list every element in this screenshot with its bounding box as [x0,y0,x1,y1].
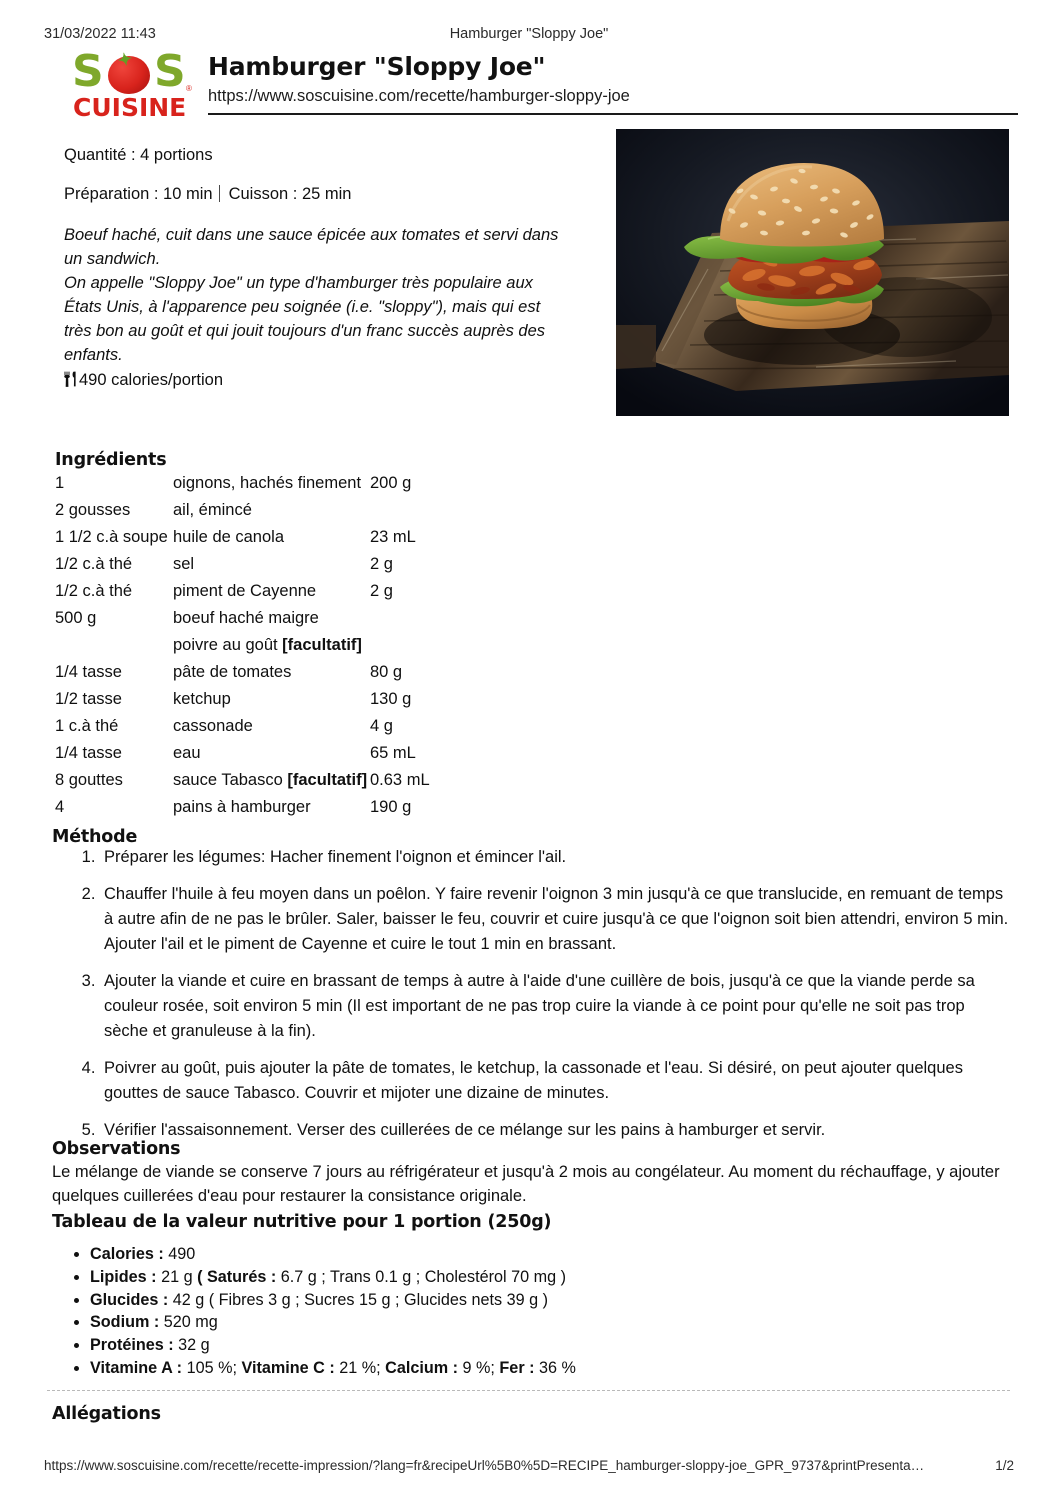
nutrition-separator: ; [490,1358,495,1377]
ingredient-label: oignons, hachés finement [173,474,362,492]
logo-letter-s-right: S [154,46,185,97]
nutrition-value: 21 % [339,1358,377,1377]
nutrition-separator: ; [232,1358,237,1377]
nutrition-value: 9 % [462,1358,491,1377]
print-header [0,26,1058,44]
ingredient-name [173,470,370,497]
nutrition-value: 105 % [186,1358,233,1377]
nutrition-heading: Tableau de la valeur nutritive pour 1 portion (250g) [52,1212,552,1232]
ingredient-metric: 65 mL [370,744,416,762]
ingredient-metric: 2 g [370,582,393,600]
ingredient-label: sauce Tabasco [173,771,283,789]
cutlery-icon [64,371,77,393]
nutrition-row [90,1289,1007,1312]
quantity-line: Quantité : 4 portions [64,146,213,164]
ingredient-row [55,632,485,659]
ingredient-name [173,632,370,659]
ingredient-name [173,524,370,551]
recipe-url[interactable]: https://www.soscuisine.com/recette/hamburger-sloppy-joe [208,87,630,105]
recipe-meta [64,145,564,393]
ingredient-metric: 190 g [370,798,412,816]
nutrition-label: Glucides : [90,1290,169,1309]
ingredient-quantity: 8 gouttes [55,771,123,789]
ingredient-quantity: 2 gousses [55,501,131,519]
optional-badge: [facultatif] [282,636,362,654]
footer-url: https://www.soscuisine.com/recette/recette-impression/?lang=fr&recipeUrl%5B0%5D=RECIPE_hamburger-sloppy-joe_GPR_9737&printPresenta… [44,1458,925,1473]
ingredient-row [55,605,485,632]
nutrition-value: 490 [168,1245,196,1263]
ingredient-label: poivre au goût [173,636,278,654]
print-date: 31/03/2022 11:43 [44,26,156,42]
print-footer [0,1458,1058,1478]
ingredient-row [55,767,485,794]
ingredient-row [55,713,485,740]
method-list-container [45,845,1010,1155]
ingredient-metric: 130 g [370,690,412,708]
nutrition-vitamins-row [90,1357,1007,1380]
calories-text: 490 calories/portion [79,371,224,389]
method-step: 1. Préparer les légumes: Hacher finement l'oignon et émincer l'ail. [100,845,1010,870]
ingredient-quantity: 1/2 c.à thé [55,555,133,573]
nutrition-value: 21 g [161,1267,193,1286]
observations-text: Le mélange de viande se conserve 7 jours au réfrigérateur et jusqu'à 2 mois au congélateur. Au moment du réchauffage, y ajouter quelques cuillerées d'eau pour restaurer la consistance originale. [52,1163,1000,1205]
ingredient-metric [370,497,485,524]
ingredient-name [173,713,370,740]
method-step: 3. Ajouter la viande et cuire en brassant de temps à autre à l'aide d'une cuillère de bois, jusqu'à ce que la viande perde sa couleur rosée, soit environ 5 min (Il est important de ne pas trop cuire la viande à ce point pour qu'elle ne soit pas trop sèche et granuleuse à la fin). [100,969,1010,1044]
ingredient-metric: 80 g [370,663,403,681]
ingredient-metric: 200 g [370,474,412,492]
ingredient-label: cassonade [173,717,253,735]
ingredient-quantity: 1/4 tasse [55,663,122,681]
time-line [64,184,564,205]
ingredient-row [55,551,485,578]
ingredient-quantity: 500 g [55,609,97,627]
method-heading: Méthode [52,827,138,847]
ingredient-row [55,497,485,524]
allegations-heading: Allégations [52,1404,161,1424]
nutrition-label: Sodium : [90,1313,160,1332]
page-title: Hamburger "Sloppy Joe" [208,52,546,81]
nutrition-label: Vitamine A : [90,1358,183,1377]
ingredient-label: boeuf haché maigre [173,609,319,627]
ingredient-quantity: 1/2 tasse [55,690,122,708]
ingredient-label: ketchup [173,690,231,708]
ingredient-name [173,497,370,524]
print-header-title: Hamburger "Sloppy Joe" [449,26,609,42]
ingredient-label: pains à hamburger [173,798,311,816]
nutrition-label: Protéines : [90,1336,174,1355]
ingredient-name [173,605,370,632]
description-paragraph-2: On appelle "Sloppy Joe" un type d'hamburger très populaire aux États Unis, à l'apparence peu soignée (i.e. "sloppy"), mais qui est très bon au goût et qui jouit toujours d'un franc succès auprès des enfants. [64,274,546,364]
ingredient-row [55,524,485,551]
nutrition-row [90,1243,1007,1266]
registered-mark-icon: ® [186,84,192,93]
recipe-header [208,52,1018,107]
logo-letter-s-left: S [72,46,103,97]
ingredient-metric [370,605,485,632]
ingredient-row [55,659,485,686]
ingredient-metric: 4 g [370,717,393,735]
nutrition-sub-label: ( Saturés : [197,1267,277,1286]
time-separator [219,185,220,202]
ingredient-row [55,740,485,767]
nutrition-separator: ; [376,1358,381,1377]
title-divider [208,113,1018,115]
footer-page-number: 1/2 [995,1458,1014,1473]
ingredient-quantity: 1 c.à thé [55,717,119,735]
nutrition-value: 42 g [172,1290,205,1309]
calories-line [64,369,564,393]
nutrition-label: Fer : [499,1358,535,1377]
ingredient-metric [370,632,485,659]
nutrition-label: Calories : [90,1245,164,1263]
nutrition-label: Lipides : [90,1267,157,1286]
ingredient-quantity: 1 1/2 c.à soupe [55,528,168,546]
method-step: 2. Chauffer l'huile à feu moyen dans un poêlon. Y faire revenir l'oignon 3 min jusqu'à ce que translucide, en remuant de temps à autre afin de ne pas le brûler. Saler, baisser le feu, couvrir et cuire jusqu'à ce que l'oignon soit bien attendri, environ 5 min. Ajouter l'ail et le piment de Cayenne et cuire le tout 1 min en brassant. [100,882,1010,957]
method-list [45,845,1010,1143]
ingredient-name [173,686,370,713]
ingredient-label: ail, émincé [173,501,252,519]
ingredient-quantity [55,632,173,659]
ingredient-label: pâte de tomates [173,663,292,681]
ingredient-metric: 0.63 mL [370,771,430,789]
ingredient-name [173,551,370,578]
description-paragraph-1: Boeuf haché, cuit dans une sauce épicée aux tomates et servi dans un sandwich. [64,226,559,268]
ingredient-name [173,767,370,794]
ingredient-label: eau [173,744,201,762]
ingredient-row [55,794,485,821]
nutrition-row [90,1266,1007,1289]
tomato-leaf-icon: ✦ [116,48,135,71]
ingredient-label: piment de Cayenne [173,582,317,600]
logo-word-cuisine: CUISINE [73,93,187,122]
logo-sos-row [72,46,196,97]
ingredients-table [55,470,485,821]
ingredient-label: sel [173,555,195,573]
nutrition-section [52,1243,1007,1380]
cooking-time: Cuisson : 25 min [228,185,352,203]
nutrition-sub-value: 6.7 g ; Trans 0.1 g ; Cholestérol 70 mg ) [280,1267,566,1286]
ingredient-quantity: 1/2 c.à thé [55,582,133,600]
ingredient-quantity: 1/4 tasse [55,744,122,762]
ingredient-label: huile de canola [173,528,285,546]
ingredient-metric: 23 mL [370,528,416,546]
nutrition-label: Vitamine C : [241,1358,335,1377]
ingredient-name [173,740,370,767]
section-divider [47,1390,1010,1391]
preparation-time: Préparation : 10 min [64,185,213,203]
nutrition-value: 36 % [539,1358,576,1377]
soscuisine-logo [72,46,196,124]
optional-badge: [facultatif] [287,771,368,789]
ingredient-name [173,659,370,686]
ingredient-metric: 2 g [370,555,393,573]
ingredient-name [173,578,370,605]
nutrition-value: 520 mg [163,1313,218,1332]
nutrition-row [90,1311,1007,1334]
recipe-photo [616,129,1009,416]
ingredient-row [55,470,485,497]
ingredient-row [55,578,485,605]
method-step: 5. Vérifier l'assaisonnement. Verser des cuillerées de ce mélange sur les pains à hamburger et servir. [100,1118,1010,1143]
ingredient-quantity: 1 [55,474,65,492]
nutrition-value: 32 g [178,1336,210,1355]
ingredient-row [55,686,485,713]
ingredient-name [173,794,370,821]
nutrition-row [90,1334,1007,1357]
observations-section [52,1160,1007,1208]
method-step: 4. Poivrer au goût, puis ajouter la pâte de tomates, le ketchup, la cassonade et l'eau. Si désiré, on peut ajouter quelques gouttes de sauce Tabasco. Couvrir et mijoter une dizaine de minutes. [100,1056,1010,1106]
nutrition-list [52,1243,1007,1380]
nutrition-label: Calcium : [385,1358,459,1377]
ingredient-quantity: 4 [55,798,65,816]
observations-heading: Observations [52,1139,181,1159]
nutrition-sub-value: ( Fibres 3 g ; Sucres 15 g ; Glucides nets 39 g ) [208,1290,548,1309]
ingredients-heading: Ingrédients [55,450,167,470]
